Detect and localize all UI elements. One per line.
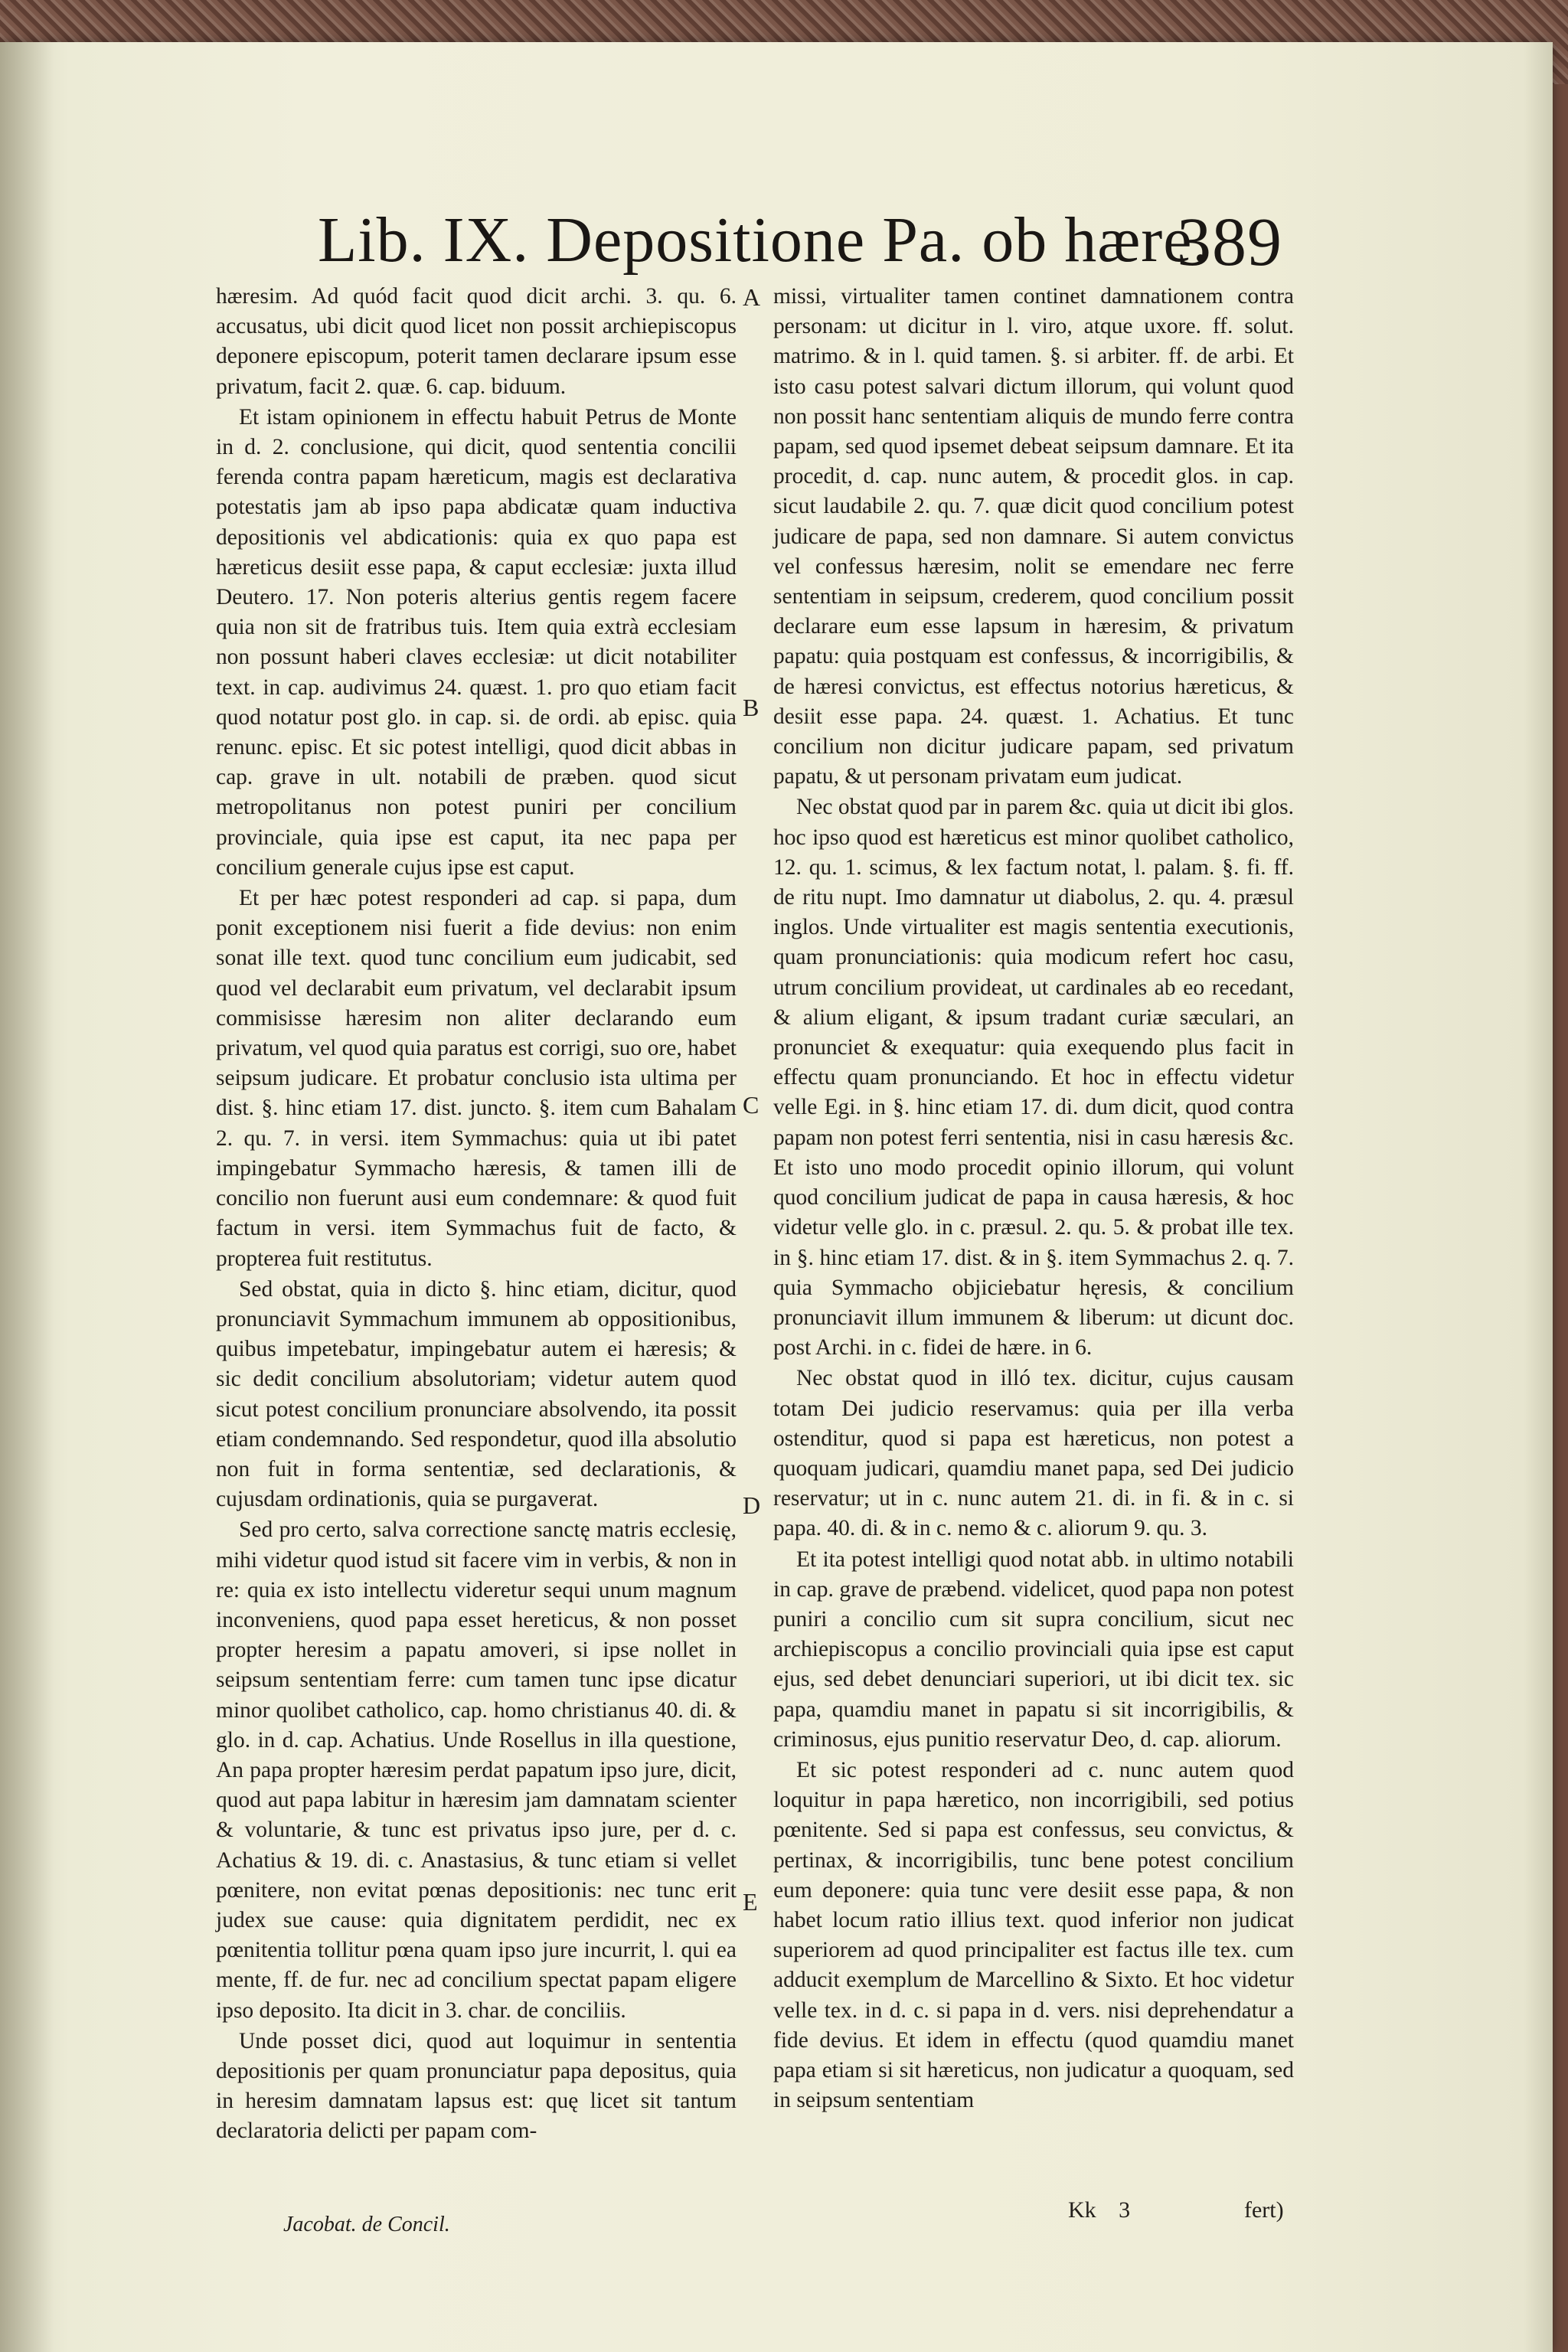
margin-letter-d: D bbox=[743, 1491, 761, 1519]
paragraph: Nec obstat quod in illó tex. dicitur, cujus causam totam Dei judicio reservamus: quia per illa verba ostenditur, quod si papa est hæreticus, non potest a quoquam judicari, quamdiu manet papa, sed Dei judicio reservatur; ut in c. nunc autem 21. di. in fi. & in c. si papa. 40. di. & in c. nemo & c. aliorum 9. qu. 3. bbox=[773, 1366, 1294, 1541]
left-column bbox=[216, 282, 737, 2147]
margin-letter-b: B bbox=[743, 694, 760, 721]
paragraph: Et istam opinionem in effectu habuit Petrus de Monte in d. 2. conclusione, qui dicit, quod sententia concilii ferenda contra papam hæreticum, magis est declarativa potestatis jam ab ipso papa abdicatæ quam inductiva depositionis vel abdicationis: quia ex quo papa est hæreticus desiit esse papa, & caput ecclesiæ: juxta illud Deutero. 17. Non poteris alterius gentis regem facere quia non sit de fratribus tuis. Item quia extrà ecclesiam non possunt haberi claves ecclesiæ: ut dicit notabiliter text. in cap. audivimus 24. quæst. 1. pro quo etiam facit quod notatur post glo. in cap. si. de ordi. ab episc. quia renunc. episc. Et sic potest intelligi, quod dicit abbas in cap. grave in ult. notabili de præben. quod sicut metropolitanus non potest puniri per concilium provinciale, quia ipse est caput, ita nec papa per concilium generale cujus ipse est caput. bbox=[216, 404, 737, 880]
right-column bbox=[773, 282, 1294, 2115]
paragraph: Et sic potest responderi ad c. nunc autem quod loquitur in papa hæretico, non incorrigibili, sed potius pœnitente. Sed si papa est confessus, seu convictus, & pertinax, & incorrigibilis, tunc bene potest concilium eum deponere: quia tunc vere desiit esse papa, & non habet locum ratio illius text. quod inferior non judicat superiorem ad quod principaliter est factus ille tex. cum adducit exemplum de Marcellino & Sixto. Et hoc videtur velle tex. in d. c. si papa in d. vers. nisi deprehendatur a fide devius. Et idem in effectu (quod quamdiu manet papa etiam si sit hæreticus, non judicatur a quoquam, sed in seipsum sententiam bbox=[773, 1757, 1294, 2113]
margin-letter-a: A bbox=[743, 283, 761, 311]
catchword-right: fert) bbox=[1244, 2197, 1284, 2223]
paragraph: Nec obstat quod par in parem &c. quia ut dicit ibi glos. hoc ipso quod est hæreticus est minor quolibet catholico, 12. qu. 1. scimus, & lex factum notat, l. palam. §. fi. ff. de ritu nupt. Imo damnatur ut diabolus, 2. qu. 4. præsul inglos. Unde virtualiter est magis sententia executionis, quam pronunciationis: quia modicum refert hoc casu, utrum concilium provideat, ut cardinales ab eo recedant, & alium eligant, & ipsum tradant curiæ sæculari, an pronunciet & exequatur: quia exequendo plus facit in effectu quam pronunciando. Et hoc in effectu videtur velle Egi. in §. hinc etiam 17. di. dum dicit, quod contra papam non potest ferri sententia, nisi in casu hæresis &c. Et isto uno modo procedit opinio illorum, qui volunt quod concilium judicat de papa in causa hæresis, & hoc videtur velle glo. in c. præsul. 2. qu. 5. & probat ille tex. in §. hinc etiam 17. dist. & in §. item Symmachus 2. q. 7. quia Symmacho objiciebatur hęresis, & concilium pronunciavit illum immunem & liberum: ut dicunt doc. post Archi. in c. fidei de hære. in 6. bbox=[773, 795, 1294, 1361]
paragraph: Unde posset dici, quod aut loquimur in sententia depositionis per quam pronunciatur papa depositus, quia in heresim damnatam lapsus est: quę licet sit tantum declaratoria delicti per papam com- bbox=[216, 2028, 737, 2144]
catchword: Jacobat. de Concil. bbox=[283, 2213, 450, 2236]
signature-mark: Kk 3 bbox=[1068, 2197, 1131, 2223]
gutter-shadow bbox=[0, 42, 54, 2352]
paragraph: Sed obstat, quia in dicto §. hinc etiam, dicitur, quod pronunciavit Symmachum immunem ab oppositionibus, quibus impetebatur, impingebatur autem ei hæresis; & sic dedit concilium absolutoriam; videtur autem quod sicut potest concilium pronunciare absolvendo, ita possit etiam condemnando. Sed respondetur, quod illa absolutio non fuit in forma sententiæ, sed declarationis, & cujusdam ordinationis, quia se purgaverat. bbox=[216, 1276, 737, 1512]
page-number: 389 bbox=[1177, 204, 1282, 280]
paragraph: missi, virtualiter tamen continet damnationem contra personam: ut dicitur in l. viro, atque uxore. ff. solut. matrimo. & in l. quid tamen. §. si arbiter. ff. de arbi. Et isto casu potest salvari dictum illorum, qui volunt quod non possit hanc sententiam aliquis de mundo ferre contra papam, sed quod ipsemet debeat seipsum damnare. Et ita procedit, d. cap. nunc autem, & procedit glos. in cap. sicut laudabile 2. qu. 7. quæ dicit quod concilium potest judicare de papa, sed non damnare. Si autem convictus vel confessus hæresim, nolit se emendare nec ferre sententiam in seipsum, crederem, quod concilium possit declarare eum esse lapsum in hæresim, & privatum papatu: quia postquam est confessus, & incorrigibilis, & de hæresi convictus, est effectus notorius hæreticus, & desiit esse papa. 24. quæst. 1. Achatius. Et tunc concilium non dicitur judicare papam, sed privatum papatu, & ut personam privatam eum judicat. bbox=[773, 284, 1294, 789]
paragraph: hæresim. Ad quód facit quod dicit archi. 3. qu. 6. accusatus, ubi dicit quod licet non possit archiepiscopus deponere episcopum, poterit tamen declarare ipsum esse privatum, facit 2. quæ. 6. cap. biduum. bbox=[216, 284, 737, 399]
paragraph: Sed pro certo, salva correctione sanctę matris ecclesię, mihi videtur quod istud sit facere vim in verbis, & non in re: quia ex isto intellectu videretur sequi unum magnum inconveniens, quod papa esset hereticus, & non posset propter heresim a papatu amoveri, si ipse nollet in seipsum sententiam ferre: cum tamen tunc ipse dicatur minor quolibet catholico, cap. homo christianus 40. di. & glo. in d. cap. Achatius. Unde Rosellus in illa questione, An papa propter hæresim perdat papatum ipso jure, dicit, quod aut papa labitur in hæresim jam damnatam scienter & voluntarie, & tunc est privatus ipso jure, per d. c. Achatius & 19. di. c. Anastasius, & tunc etiam si vellet pœnitere, non evitat pœnas depositionis: nec tunc erit judex sue cause: quia dignitatem perdidit, nec ex pœnitentia tollitur pœna quam ipso jure incurrit, l. qui ea mente, ff. de fur. nec ad concilium spectat papam eligere ipso deposito. Ita dicit in 3. char. de conciliis. bbox=[216, 1517, 737, 2023]
margin-letter-e: E bbox=[743, 1888, 758, 1916]
running-head bbox=[318, 172, 1282, 287]
margin-letter-c: C bbox=[743, 1091, 760, 1119]
paragraph: Et ita potest intelligi quod notat abb. in ultimo notabili in cap. grave de præbend. videlicet, quod papa non potest puniri a concilio cum sit supra concilium, sicut nec archiepiscopus a concilio provinciali quia ipse est caput ejus, sed debet denunciari superiori, ut ibi dicit tex. sic papa, quamdiu manet in papatu si sit incorrigibilis, & criminosus, ejus punitio reservatur Deo, d. cap. aliorum. bbox=[773, 1547, 1294, 1752]
page-title: Lib. IX. Depositione Pa. ob hære. bbox=[318, 204, 1210, 276]
paragraph: Et per hæc potest responderi ad cap. si papa, dum ponit exceptionem nisi fuerit a fide devius: non enim sonat ille text. quod tunc concilium eum judicabit, sed quod vel declarabit eum privatum, vel declarabit ipsum commisisse hæresim non aliter declarando eum privatum, vel quod quia paratus est corrigi, suo ore, habet seipsum judicare. Et probatur conclusio ista ultima per dist. §. hinc etiam 17. dist. juncto. §. item cum Bahalam 2. qu. 7. in versi. item Symmachus: quia ut ibi patet impingebatur Symmacho hæresis, & tamen illi de concilio non fuerunt ausi eum condemnare: & quod fuit factum in versi. item Symmachus fuit de facto, & propterea fuit restitutus. bbox=[216, 886, 737, 1271]
